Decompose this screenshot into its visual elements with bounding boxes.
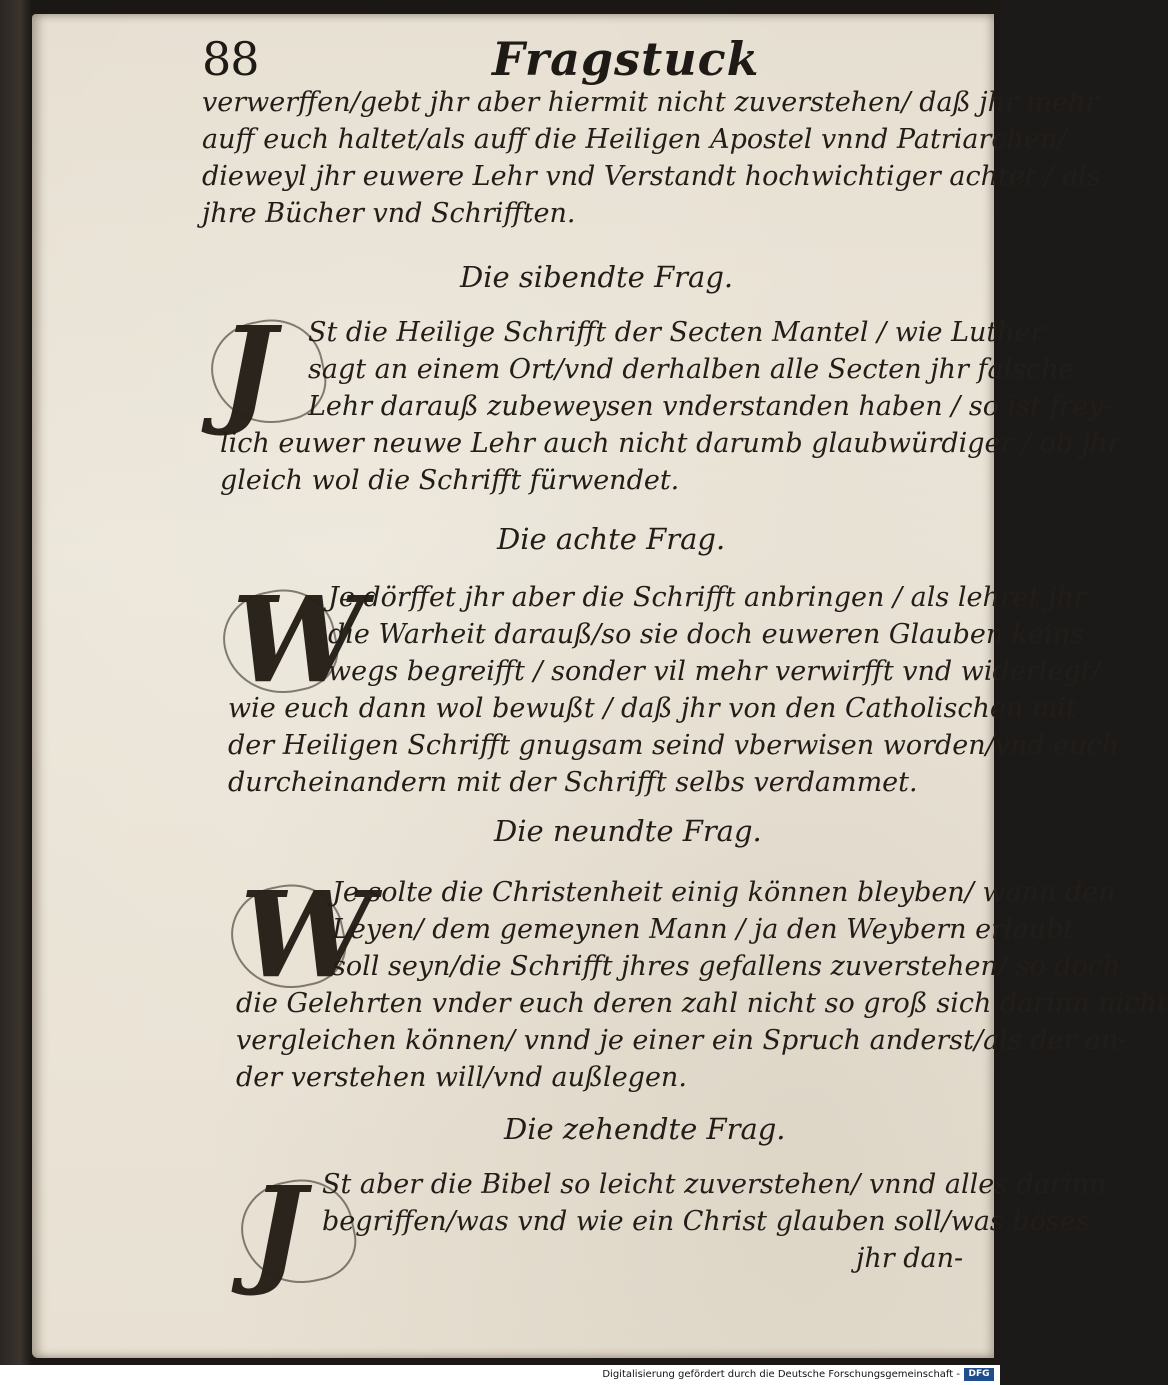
- text-line: gleich wol die Schrifft fürwendet.: [220, 465, 680, 496]
- text-line: St die Heilige Schrifft der Secten Mantel / wie Luther: [308, 317, 1044, 348]
- text-line: Je dörffet jhr aber die Schrifft anbringen / als lehret jhr: [328, 582, 1087, 613]
- text-line: der verstehen will/vnd außlegen.: [236, 1062, 687, 1093]
- text-line: jhre Bücher vnd Schrifften.: [202, 198, 576, 229]
- funding-note: Digitalisierung gefördert durch die Deutsche Forschungsgemeinschaft -: [602, 1369, 960, 1380]
- text-line: dieweyl jhr euwere Lehr vnd Verstandt hochwichtiger achtet / als: [202, 161, 1101, 192]
- text-line: die Warheit darauß/so sie doch euweren Glauben keins: [328, 619, 1085, 650]
- question-paragraph: [228, 570, 1120, 801]
- question-heading: Die zehendte Frag.: [504, 1112, 786, 1146]
- text-line: begriffen/was vnd wie ein Christ glauben soll/was böses: [322, 1206, 1090, 1237]
- book-page: [32, 14, 1168, 1358]
- decorated-initial: J: [220, 300, 276, 439]
- decorated-initial: J: [250, 1160, 306, 1299]
- text-line: sagt an einem Ort/vnd derhalben alle Secten jhr falsche: [308, 354, 1075, 385]
- question-paragraph: [220, 300, 1121, 499]
- text-line: soll seyn/die Schrifft jhres gefallens zuverstehen/ so doch: [332, 951, 1121, 982]
- page-header: [32, 32, 994, 92]
- question-paragraph: [236, 865, 1168, 1096]
- text-line: durcheinandern mit der Schrifft selbs verdammet.: [228, 767, 918, 798]
- catchword: jhr dan-: [856, 1243, 964, 1274]
- question-heading: Die sibendte Frag.: [460, 260, 734, 294]
- intro-paragraph: [202, 84, 1101, 232]
- dfg-logo: DFG: [964, 1368, 994, 1381]
- question-paragraph: [246, 1166, 1106, 1277]
- text-line: vergleichen können/ vnnd je einer ein Spruch anderst/als der an-: [236, 1025, 1128, 1056]
- text-line: Je solte die Christenheit einig können bleyben/ wann den: [332, 877, 1116, 908]
- decorated-initial: W: [232, 570, 365, 709]
- text-line: die Gelehrten vnder euch deren zahl nicht so groß sich darinn nicht: [236, 988, 1168, 1019]
- decorated-initial: W: [240, 865, 373, 1004]
- text-line: der Heiligen Schrifft gnugsam seind vberwisen worden/vnd euch: [228, 730, 1120, 761]
- text-line: lich euwer neuwe Lehr auch nicht darumb glaubwürdiger / ob jhr: [220, 428, 1121, 459]
- text-line: Leyen/ dem gemeynen Mann / ja den Weybern erlaubt: [332, 914, 1075, 945]
- text-line: auff euch haltet/als auff die Heiligen Apostel vnnd Patriarchen/: [202, 124, 1067, 155]
- text-line: St aber die Bibel so leicht zuverstehen/ vnnd alles darinn: [322, 1169, 1107, 1200]
- page-number: 88: [202, 32, 259, 86]
- question-heading: Die neundte Frag.: [494, 814, 762, 848]
- text-line: verwerffen/gebt jhr aber hiermit nicht zuverstehen/ daß jhr mehr: [202, 87, 1099, 118]
- text-line: wegs begreifft / sonder vil mehr verwirfft vnd widerlegt/: [328, 656, 1101, 687]
- text-line: wie euch dann wol bewußt / daß jhr von den Catholischen mit: [228, 693, 1077, 724]
- running-title: Fragstuck: [492, 32, 760, 86]
- question-heading: Die achte Frag.: [497, 522, 726, 556]
- text-line: Lehr darauß zubeweysen vnderstanden haben / so ist frey-: [308, 391, 1113, 422]
- digitization-footer: [0, 1365, 1000, 1385]
